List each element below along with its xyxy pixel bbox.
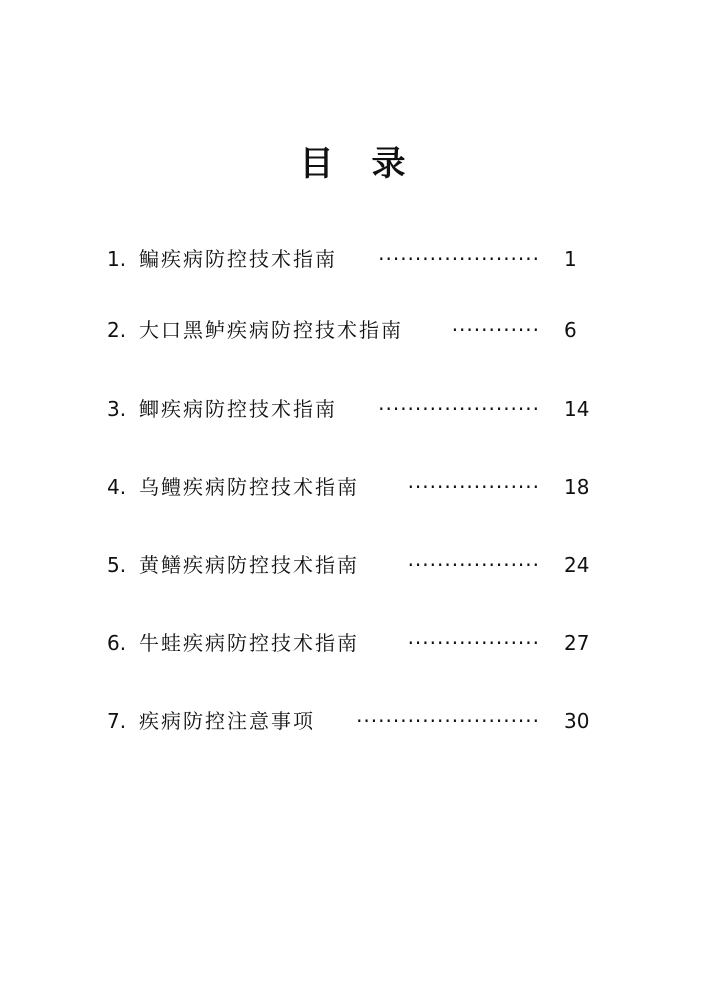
toc-leader-dots: ·················· xyxy=(407,631,540,655)
toc-entry-7[interactable] xyxy=(107,706,597,736)
toc-entry-label: 大口黑鲈疾病防控技术指南 xyxy=(139,318,403,342)
toc-leader-dots: ·················· xyxy=(407,475,540,499)
toc-leader-dots: ······················ xyxy=(378,397,540,421)
table-of-contents xyxy=(107,0,597,999)
toc-entry-page: 6 xyxy=(564,318,577,342)
toc-entry-page: 1 xyxy=(564,247,577,271)
toc-entry-page: 30 xyxy=(564,709,590,733)
toc-leader-dots: ······················ xyxy=(378,247,540,271)
toc-entry-label: 鲫疾病防控技术指南 xyxy=(139,397,337,421)
page-title: 目 录 xyxy=(299,144,408,184)
toc-entry-page: 14 xyxy=(564,397,590,421)
toc-entry-label: 黄鳝疾病防控技术指南 xyxy=(139,553,359,577)
toc-entry-page: 27 xyxy=(564,631,590,655)
toc-entry-1[interactable] xyxy=(107,244,597,274)
toc-entry-number: 2. xyxy=(107,318,127,342)
toc-entry-number: 6. xyxy=(107,631,127,655)
toc-entry-page: 24 xyxy=(564,553,590,577)
toc-entry-4[interactable] xyxy=(107,472,597,502)
toc-entry-label: 牛蛙疾病防控技术指南 xyxy=(139,631,359,655)
toc-entry-label: 乌鳢疾病防控技术指南 xyxy=(139,475,359,499)
toc-entry-label: 疾病防控注意事项 xyxy=(139,709,315,733)
toc-entry-2[interactable] xyxy=(107,315,597,345)
toc-entry-6[interactable] xyxy=(107,628,597,658)
toc-entry-number: 7. xyxy=(107,709,127,733)
toc-entry-3[interactable] xyxy=(107,394,597,424)
toc-entry-page: 18 xyxy=(564,475,590,499)
toc-leader-dots: ·················· xyxy=(407,553,540,577)
toc-leader-dots: ························· xyxy=(356,709,540,733)
toc-entry-label: 鳊疾病防控技术指南 xyxy=(139,247,337,271)
toc-entry-number: 5. xyxy=(107,553,127,577)
toc-entry-number: 1. xyxy=(107,247,127,271)
toc-leader-dots: ············ xyxy=(451,318,540,342)
toc-entry-5[interactable] xyxy=(107,550,597,580)
toc-entry-number: 3. xyxy=(107,397,127,421)
toc-entry-number: 4. xyxy=(107,475,127,499)
